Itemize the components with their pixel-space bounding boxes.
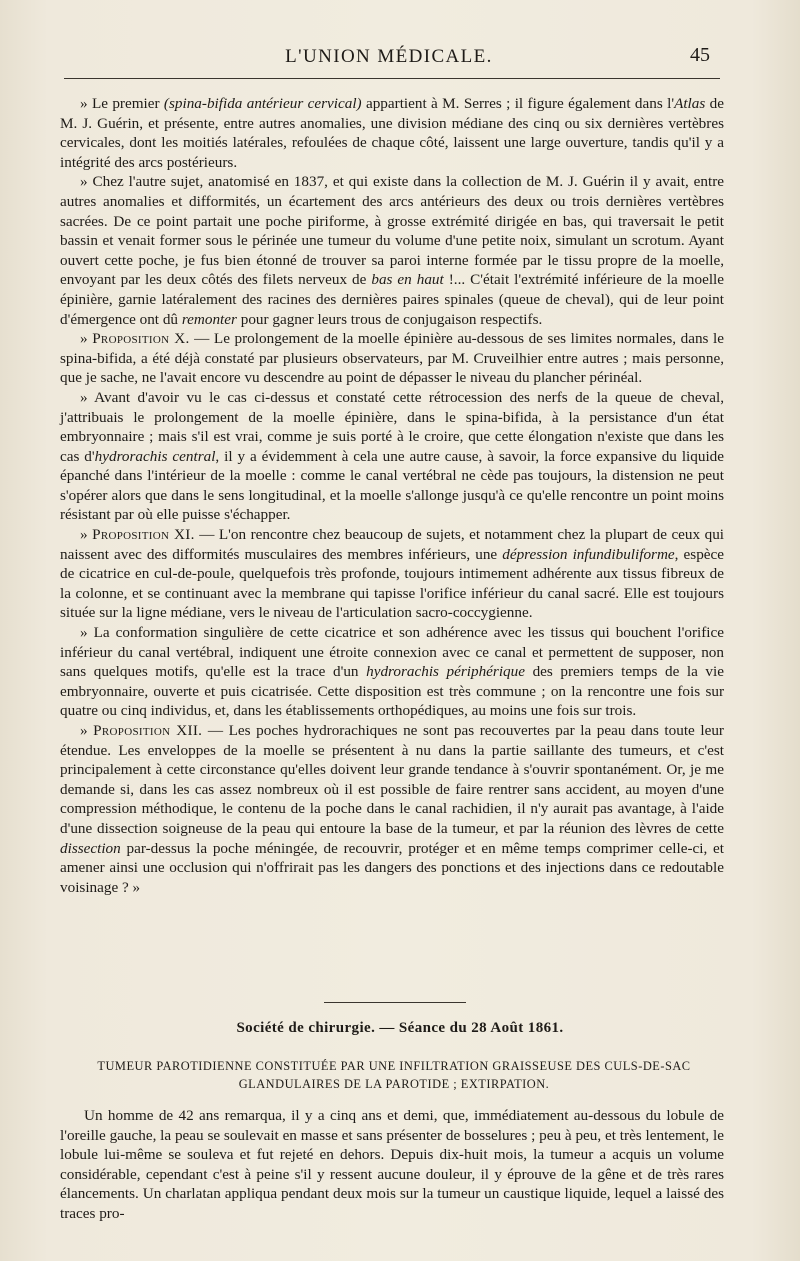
text-run: , espèce de cicatrice en cul-de-poule, quelquefois très profonde, toujours intimement adhérente aux tissus fibreux de la colonne, et se continuant avec la membrane qui tapisse l'orifice inférieur du canal sacré. Elle est toujours située sur la ligne médiane, vers le niveau de l'articulation sacro-coccygienne.: [60, 545, 725, 622]
italic-term: Atlas: [674, 95, 706, 112]
text-run: »: [80, 330, 93, 348]
proposition-label: Proposition X.: [92, 330, 190, 348]
article-title-line-2: GLANDULAIRES DE LA PAROTIDE ; EXTIRPATION.: [238, 1077, 550, 1091]
text-run: par-dessus la poche méningée, de recouvrir, protéger et en même temps comprimer celle-ci, et amener ainsi une occlusion qui n'offrirait pas les dangers des ponctions et des injections dans ce redoutable voisinage ? »: [60, 839, 724, 896]
text-run: — Le prolongement de la moelle épinière au-dessous de ses limites normales, dans le spina-bifida, a été déjà constaté par plusieurs observateurs, par M. Cruveilhier entre autres ; mais personne, que je sache, ne l'avait encore vu descendre au point de dépasser le niveau du plancher périnéal.: [60, 330, 724, 387]
italic-term: dépression infundibuliforme: [502, 545, 675, 563]
text-run: » Avant d'avoir vu le cas ci-dessus et constaté cette rétrocession des nerfs de la queue de cheval, j'attribuais le prolongement de la moelle épinière, dans le spina-bifida, à la persistance d'un état embryonnaire ; mais s'il est vrai, comme je suis porté à le croire, que cette élongation n'existe que dans les cas d': [60, 388, 724, 465]
text-run: des premiers temps de la vie embryonnaire, ouverte et puis cicatrisée. Cette disposition est très commune ; on la rencontre une fois sur quatre ou cinq individus, et, dans les établissements orthopédiques, au moins une fois sur trois.: [60, 663, 724, 720]
text-run: pour gagner leurs trous de conjugaison respectifs.: [236, 310, 543, 328]
text-run: » Le premier: [80, 95, 164, 112]
italic-term: remonter: [181, 310, 237, 328]
proposition-label: Proposition XI.: [92, 526, 195, 544]
section-separator: [324, 1002, 466, 1003]
text-run: , il y a évidemment à cela une autre cause, à savoir, la force expansive du liquide épanché dans l'intérieur de la moelle : comme le canal vertébral ne cède pas toujours, la distension ne peut s'opérer alors que dans le sens longitudinal, et la moelle s'allonge jusqu'à ce qu'elle rencontre un point moins résistant par où elle puisse s'échapper.: [60, 447, 724, 524]
body-paragraph: [60, 525, 724, 623]
body-paragraph: [60, 172, 724, 329]
italic-term: bas en haut: [371, 271, 444, 289]
text-run: » La conformation singulière de cette cicatrice et son adhérence avec les tissus qui bouchent l'orifice inférieur du canal vertébral, indiquent une étroite connexion avec ce canal et permettent de supposer, non sans quelques motifs, qu'elle est la trace d'un: [60, 624, 724, 681]
text-run: »: [80, 526, 93, 544]
article-title-line-1: TUMEUR PAROTIDIENNE CONSTITUÉE PAR UNE INFILTRATION GRAISSEUSE DES CULS-DE-SAC: [97, 1059, 691, 1073]
proposition-label: Proposition XII.: [93, 722, 203, 739]
header-rule: [64, 78, 720, 79]
italic-term: hydrorachis central: [94, 447, 216, 465]
italic-term: dissection: [60, 839, 121, 857]
body-paragraph: [60, 623, 724, 721]
text-run: » Chez l'autre sujet, anatomisé en 1837, et qui existe dans la collection de M. J. Guérin il y avait, entre autres anomalies et difformités, un écartement des arcs antérieurs des deux ou trois dernières vertèbres sacrées. De ce point partait une poche piriforme, à grosse extrémité dirigée en bas, qui traversait le petit bassin et venait former sous le périnée une tumeur du volume d'une petite noix, simulant un scrotum. Ayant ouvert cette poche, je fus bien étonné de trouver sa paroi interne formée par le tissu propre de la moelle, envoyant par les deux côtés des filets nerveux de: [60, 173, 724, 289]
text-run: — L'on rencontre chez beaucoup de sujets, et notamment chez la plupart de ceux qui naissent avec des difformités musculaires des membres inférieurs, une: [60, 526, 725, 563]
text-run: — Les poches hydrorachiques ne sont pas recouvertes par la peau dans toute leur étendue. Les enveloppes de la moelle se présentent à nu dans la partie saillante des tumeurs, et c'est principalement à cette circonstance qu'elles doivent leur grande tendance à s'ouvrir spontanément. Or, je me demande si, dans les cas assez nombreux où il est possible de faire rentrer sans accident, au moyen d'une compression méthodique, le contenu de la poche dans le canal rachidien, il n'y aurait pas avantage, à l'aide d'une dissection soigneuse de la peau qui entoure la base de la tumeur, et par la réunion des lèvres de cette: [60, 722, 724, 837]
text-run: appartient à M. Serres ; il figure également dans l': [361, 95, 675, 112]
body-paragraph: [60, 94, 724, 172]
article-body: [60, 94, 724, 897]
journal-title: L'UNION MÉDICALE.: [285, 46, 493, 67]
case-paragraph: Un homme de 42 ans remarqua, il y a cinq ans et demi, que, immédiatement au-dessous du lobule de l'oreille gauche, la peau se soulevait en masse et sans présenter de bosselures ; peu à peu, et très lentement, le lobule lui-même se souleva et fut rejeté en dehors. Depuis dix-huit mois, la tumeur a acquis un volume considérable, cependant c'est à peine s'il y ressent aucune douleur, il y éprouve de la gêne et de très rares élancements. Un charlatan appliqua pendant deux mois sur la tumeur un caustique liquide, lequel a laissé des traces pro-: [60, 1107, 724, 1222]
case-report-body: [60, 1106, 724, 1224]
body-paragraph: [60, 721, 724, 897]
body-paragraph: [60, 388, 724, 525]
article-title: [64, 1057, 724, 1093]
text-run: !... C'était l'extrémité inférieure de la moelle épinière, garnie latéralement des racines des dernières paires spinales (queue de cheval), qui de leur point d'émergence ont dû: [60, 271, 725, 328]
text-run: »: [80, 722, 94, 739]
society-heading: Société de chirurgie. — Séance du 28 Août 1861.: [236, 1020, 564, 1036]
italic-term: hydrorachis périphérique: [366, 663, 525, 681]
text-run: de M. J. Guérin, et présente, entre autres anomalies, une division médiane des cinq ou six dernières vertèbres cervicales, dont les moitiés latérales, refoulées de chaque côté, laissent une large ouverture, tandis qu'il y a intégrité des arcs postérieurs.: [60, 95, 724, 171]
body-paragraph: [60, 329, 724, 388]
page-number: 45: [690, 44, 710, 66]
running-head: [64, 44, 714, 74]
italic-term: (spina-bifida antérieur cervical): [163, 95, 362, 112]
